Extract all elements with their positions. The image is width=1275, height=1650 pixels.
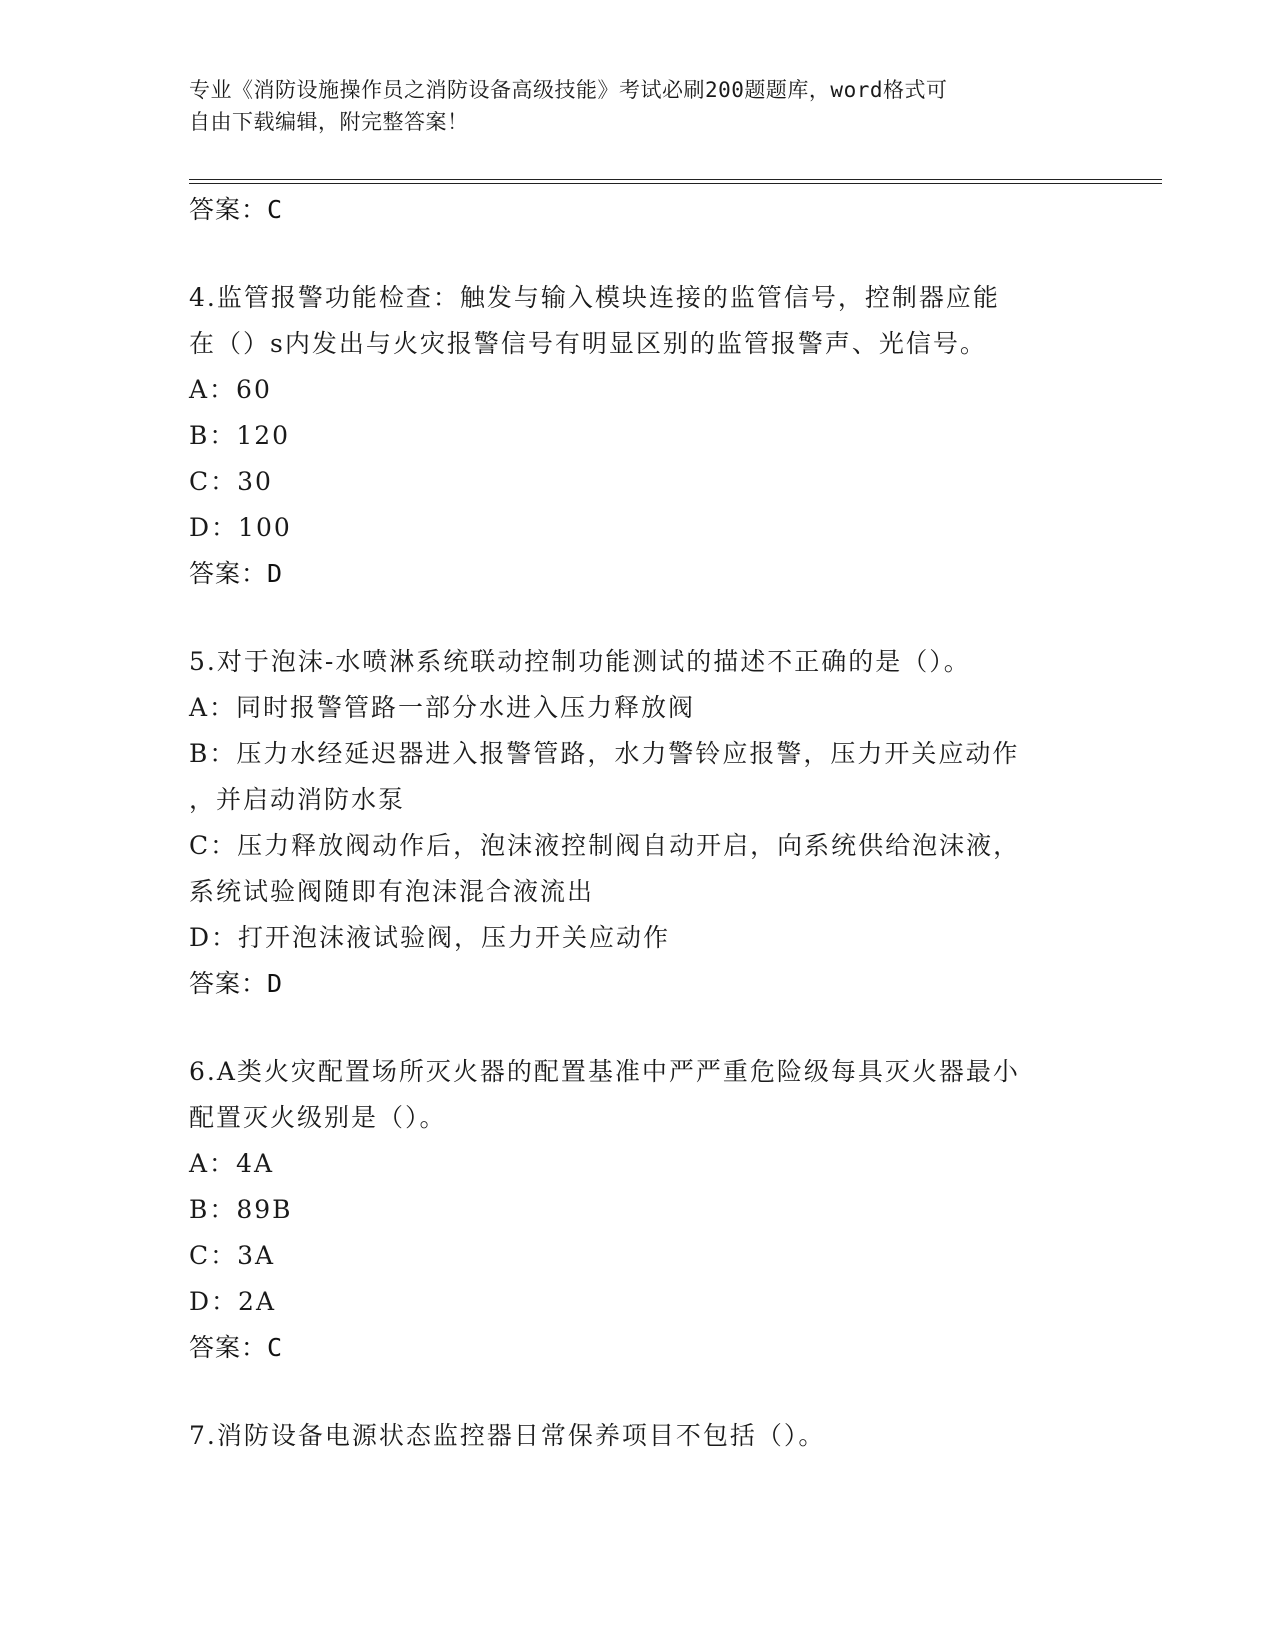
question-6 [189,1049,1089,1371]
option-d: D：2A [189,1287,277,1316]
option-b: B：89B [189,1195,293,1224]
page-header [189,74,1069,138]
option-b: B：压力水经延迟器进入报警管路，水力警铃应报警，压力开关应动作 [189,739,1020,768]
question-stem-line: 5.对于泡沫-水喷淋系统联动控制功能测试的描述不正确的是（）。 [189,647,971,676]
option-a: A：同时报警管路一部分水进入压力释放阀 [189,693,696,722]
answer-line: 答案：C [189,1333,284,1362]
answer-line: 答案：D [189,559,284,588]
header-line-2: 自由下载编辑，附完整答案！ [189,110,469,134]
option-b: B：120 [189,421,291,450]
question-4 [189,275,1089,597]
option-c: C：30 [189,467,273,496]
option-a: A：60 [189,375,272,404]
header-divider-bottom [189,183,1162,184]
question-stem-line: 配置灭火级别是（）。 [189,1103,447,1132]
option-b-continued: ，并启动消防水泵 [189,785,406,814]
spacer [189,233,1089,275]
question-stem-line: 在（）s内发出与火灾报警信号有明显区别的监管报警声、光信号。 [189,329,987,358]
previous-answer: 答案：C [189,195,284,224]
spacer [189,597,1089,639]
header-line-1: 专业《消防设施操作员之消防设备高级技能》考试必刷200题题库，word格式可 [189,78,948,102]
option-d: D：100 [189,513,292,542]
question-7 [189,1413,1089,1459]
question-stem-line: 7.消防设备电源状态监控器日常保养项目不包括（）。 [189,1421,826,1450]
option-c: C：压力释放阀动作后，泡沫液控制阀自动开启，向系统供给泡沫液， [189,831,1021,860]
header-divider-top [189,179,1162,180]
spacer [189,1007,1089,1049]
question-stem-line: 4.监管报警功能检查：触发与输入模块连接的监管信号，控制器应能 [189,283,1000,312]
question-stem-line: 6.A类火灾配置场所灭火器的配置基准中严严重危险级每具灭火器最小 [189,1057,1020,1086]
question-list [189,187,1089,1459]
option-c-continued: 系统试验阀随即有泡沫混合液流出 [189,877,595,906]
option-d: D：打开泡沫液试验阀，压力开关应动作 [189,923,671,952]
spacer [189,1371,1089,1413]
option-a: A：4A [189,1149,275,1178]
answer-line: 答案：D [189,969,284,998]
question-5 [189,639,1089,1007]
option-c: C：3A [189,1241,276,1270]
